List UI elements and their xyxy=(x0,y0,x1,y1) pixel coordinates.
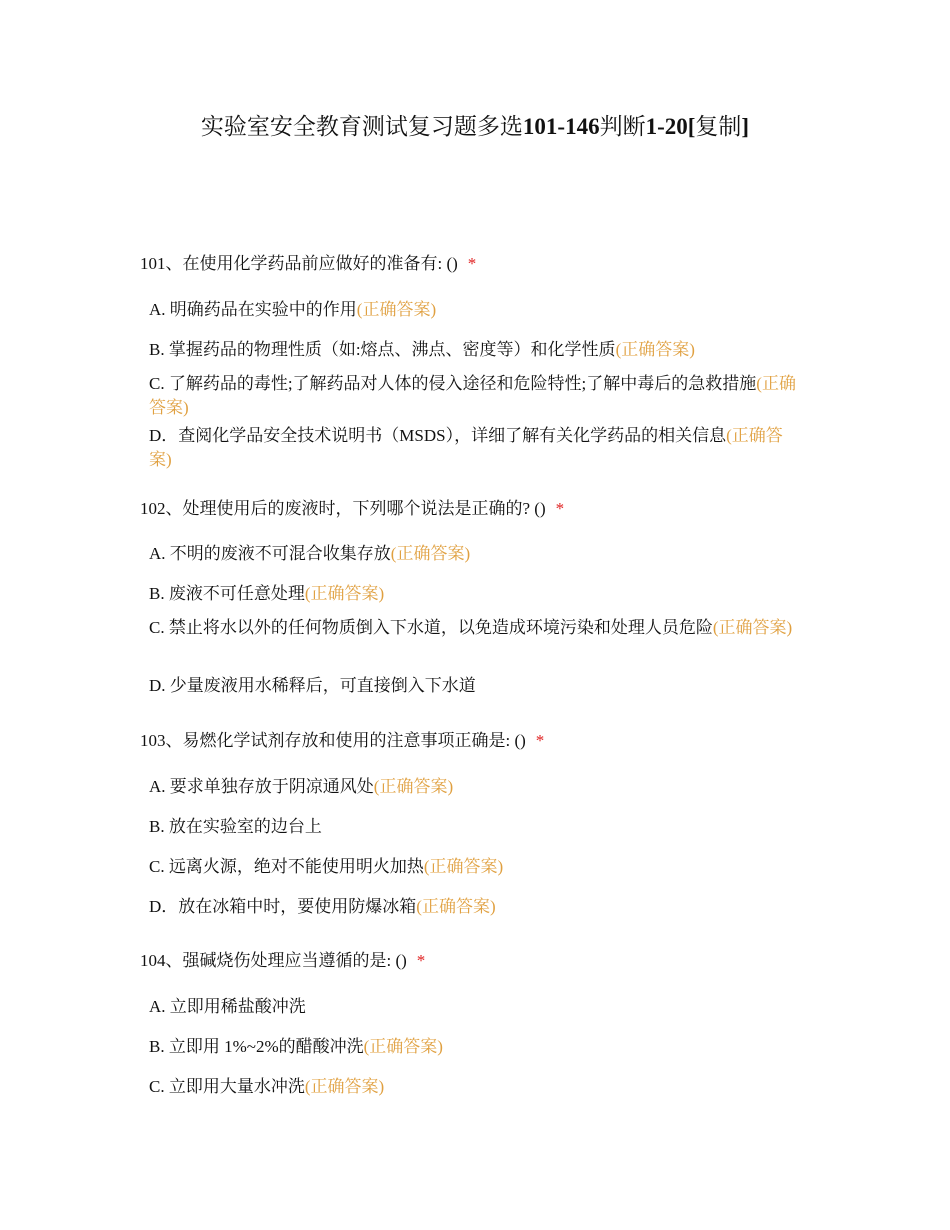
option-d: D. 少量废液用水稀释后，可直接倒入下水道 xyxy=(149,676,476,695)
option-c: C. 立即用大量水冲洗(正确答案) xyxy=(149,1077,385,1096)
option-d: D．查阅化学品安全技术说明书（MSDS），详细了解有关化学药品的相关信息(正确答案) xyxy=(149,426,783,469)
option-d: D．放在冰箱中时，要使用防爆冰箱(正确答案) xyxy=(149,897,496,916)
answer-label: (正确答案) xyxy=(304,1077,385,1096)
question-101 xyxy=(140,252,810,469)
option-a: A. 明确药品在实验中的作用(正确答案) xyxy=(149,300,437,319)
question-text: 101、在使用化学药品前应做好的准备有: () * xyxy=(140,254,477,273)
answer-label: (正确答案) xyxy=(363,1037,443,1056)
option-a: A. 要求单独存放于阴凉通风处(正确答案) xyxy=(149,777,454,796)
answer-label: (正确答案) xyxy=(149,426,783,469)
required-mark: * xyxy=(555,499,565,518)
title-end: ] xyxy=(741,114,750,139)
required-mark: * xyxy=(467,254,477,273)
question-103 xyxy=(140,729,810,916)
option-c: C. 禁止将水以外的任何物质倒入下水道，以免造成环境污染和处理人员危险(正确答案) xyxy=(149,618,793,637)
title-part3: 复制 xyxy=(695,114,742,139)
option-b: B. 废液不可任意处理(正确答案) xyxy=(149,584,385,603)
question-text: 104、强碱烧伤处理应当遵循的是: () * xyxy=(140,951,426,970)
option-c: C. 远离火源，绝对不能使用明火加热(正确答案) xyxy=(149,857,504,876)
answer-label: (正确答案) xyxy=(373,777,454,796)
answer-label: (正确答案) xyxy=(416,897,496,916)
answer-label: (正确答案) xyxy=(149,374,796,417)
question-text: 102、处理使用后的废液时，下列哪个说法是正确的? () * xyxy=(140,499,565,518)
answer-label: (正确答案) xyxy=(615,340,695,359)
answer-label: (正确答案) xyxy=(356,300,437,319)
answer-label: (正确答案) xyxy=(423,857,504,876)
option-b: B. 立即用 1%~2%的醋酸冲洗(正确答案) xyxy=(149,1037,443,1056)
question-104 xyxy=(140,949,810,1096)
answer-label: (正确答案) xyxy=(304,584,385,603)
question-102 xyxy=(140,497,810,695)
required-mark: * xyxy=(535,731,545,750)
title-part1: 实验室安全教育测试复习题多选 xyxy=(200,114,523,139)
answer-label: (正确答案) xyxy=(390,544,471,563)
required-mark: * xyxy=(416,951,426,970)
option-a: A. 立即用稀盐酸冲洗 xyxy=(149,997,306,1016)
document-title xyxy=(0,112,950,142)
answer-label: (正确答案) xyxy=(712,618,793,637)
question-text: 103、易燃化学试剂存放和使用的注意事项正确是: () * xyxy=(140,731,545,750)
option-b: B. 放在实验室的边台上 xyxy=(149,817,322,836)
option-c: C. 了解药品的毒性;了解药品对人体的侵入途径和危险特性;了解中毒后的急救措施(正确答案) xyxy=(149,374,796,417)
title-part2: 判断 xyxy=(599,114,646,139)
option-a: A. 不明的废液不可混合收集存放(正确答案) xyxy=(149,544,471,563)
option-b: B. 掌握药品的物理性质（如:熔点、沸点、密度等）和化学性质(正确答案) xyxy=(149,340,695,359)
title-num1: 101-146 xyxy=(522,114,600,139)
title-num2: 1-20[ xyxy=(645,114,696,139)
